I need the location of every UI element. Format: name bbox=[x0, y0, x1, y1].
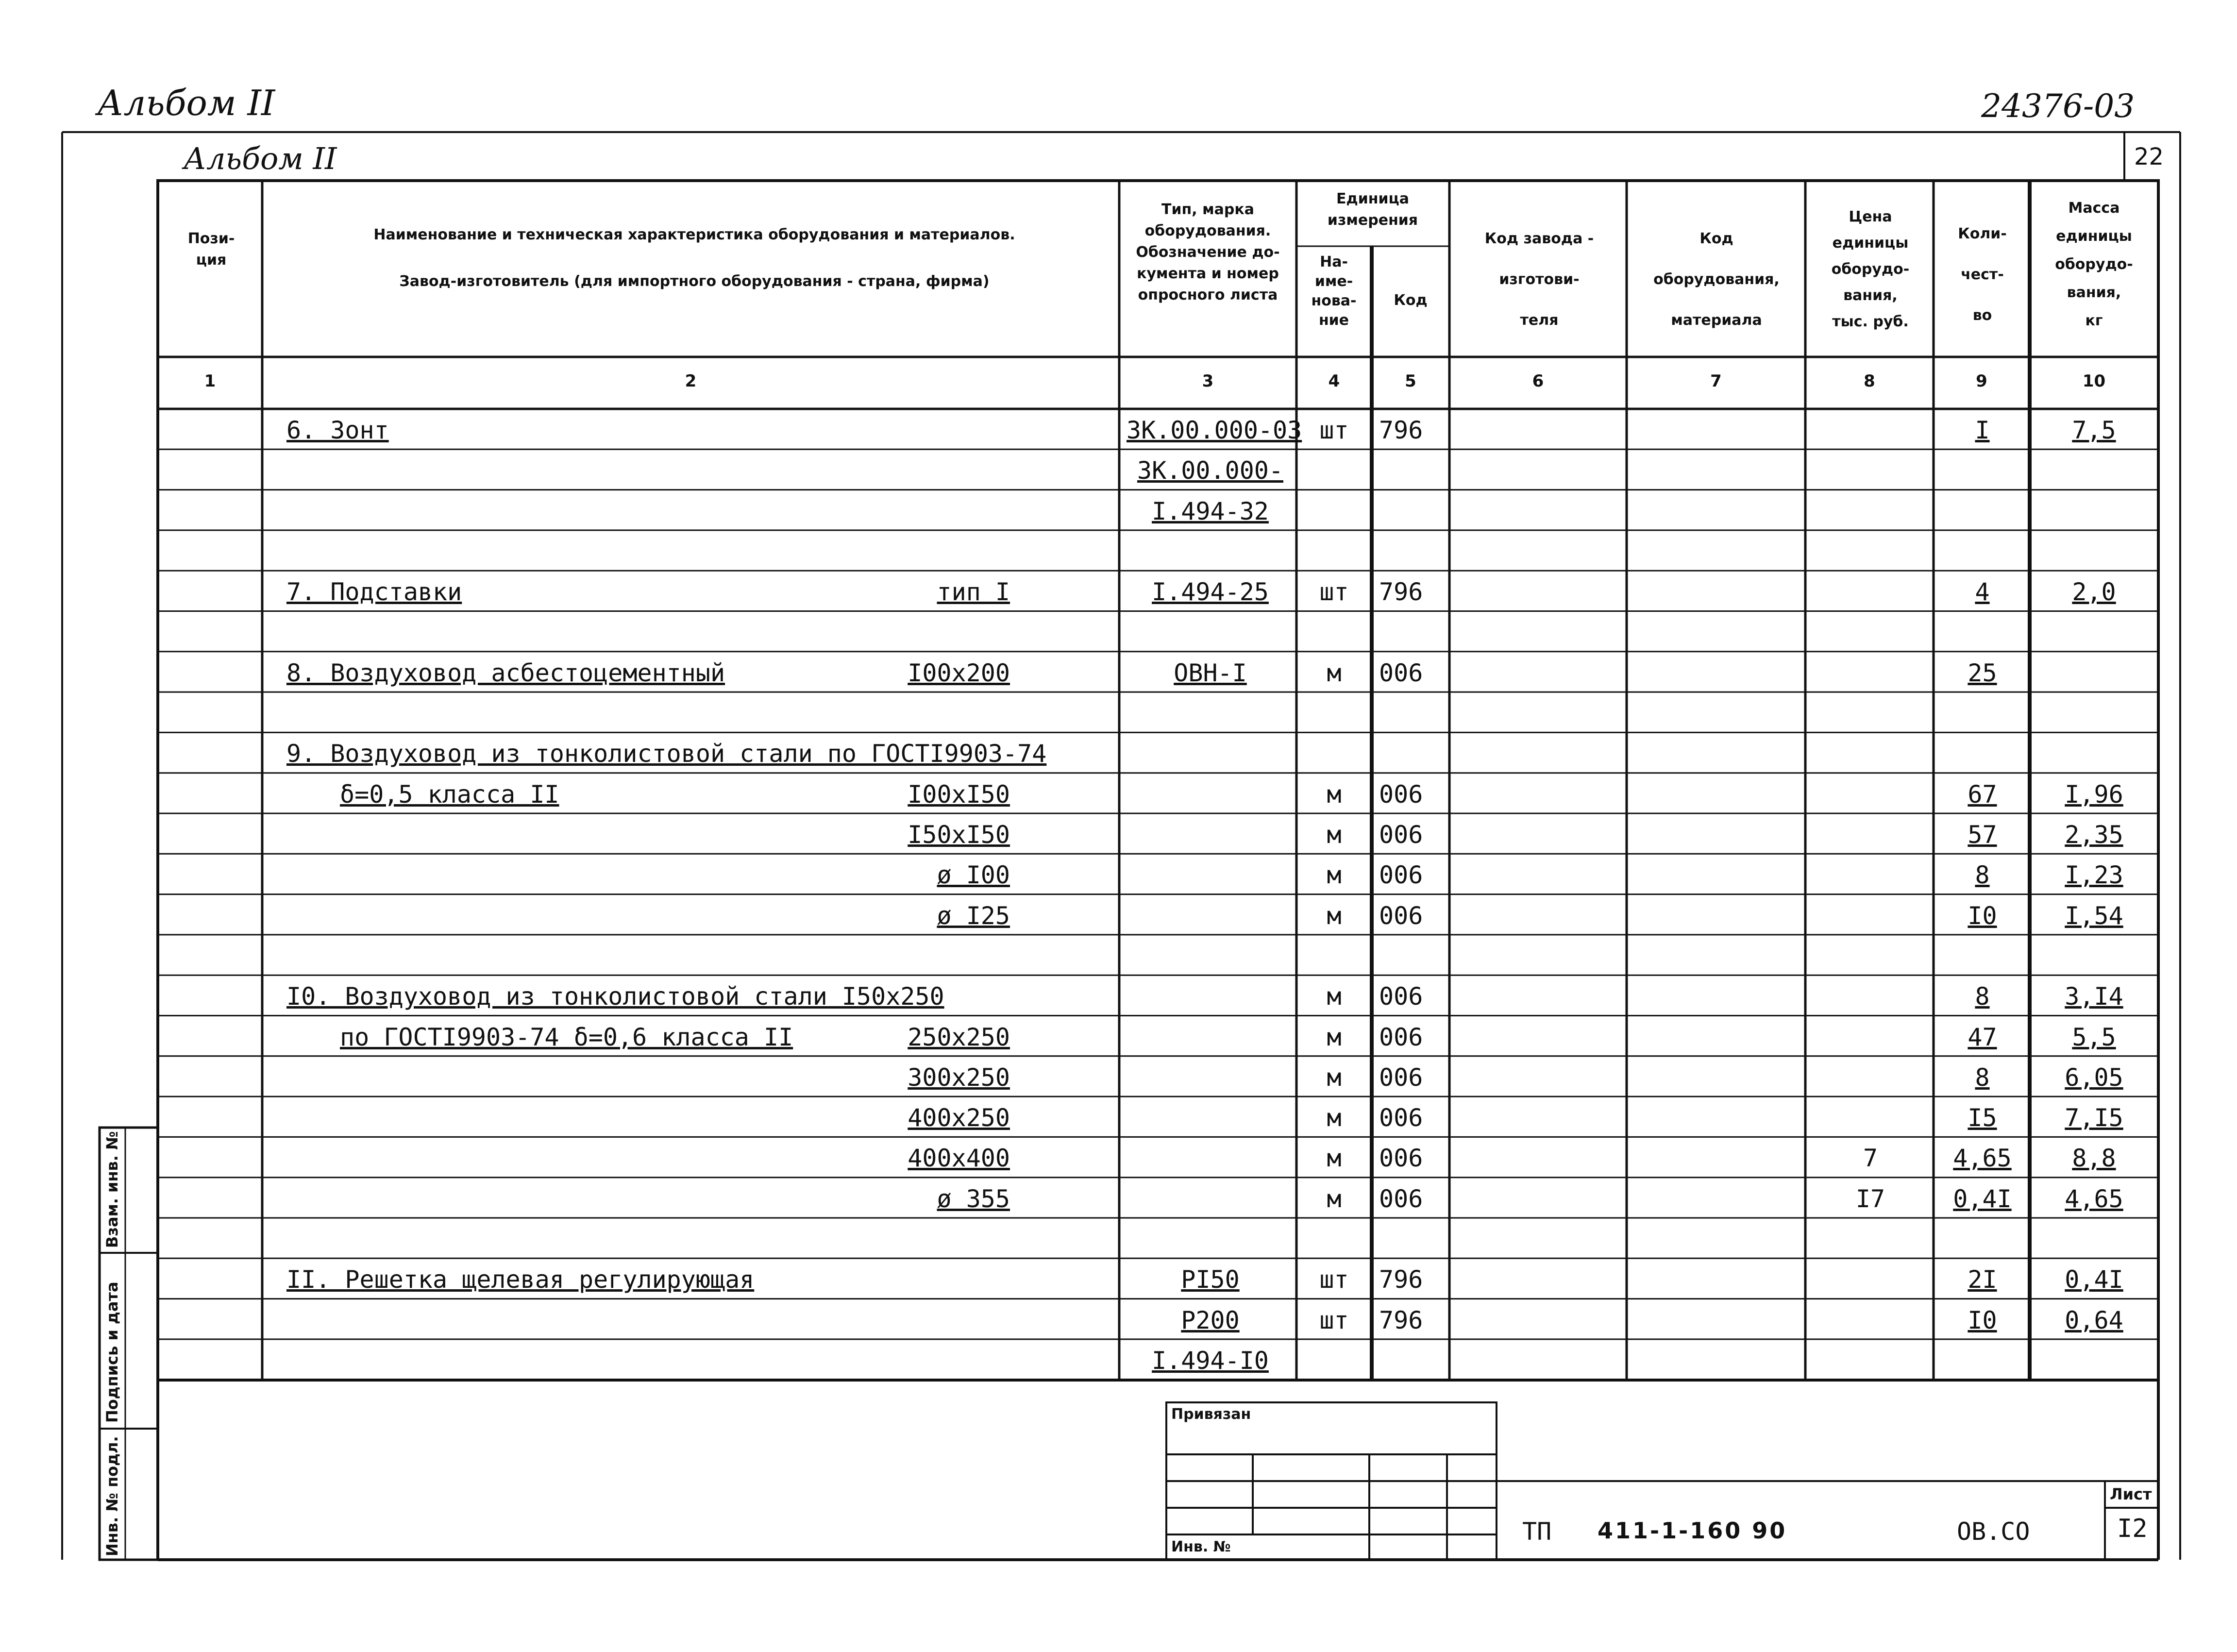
item-unit-code: 006 bbox=[1379, 1063, 1423, 1092]
item-quantity: 67 bbox=[1968, 780, 1997, 809]
item-quantity: 2I bbox=[1968, 1265, 1997, 1294]
stamp-original-inv: Инв. № подл. bbox=[103, 1436, 121, 1556]
item-type: 3К.00.000- bbox=[1137, 456, 1284, 485]
item-mass: 0,64 bbox=[2065, 1306, 2123, 1334]
item-size: I00x200 bbox=[908, 658, 1010, 687]
item-unit-code: 006 bbox=[1379, 1144, 1423, 1173]
item-name: 8. Воздуховод асбестоцементный bbox=[286, 658, 725, 687]
item-unit: шт bbox=[1319, 1265, 1349, 1294]
item-quantity: I0 bbox=[1968, 901, 1997, 930]
column-number: 10 bbox=[2082, 371, 2106, 391]
stamp-replaced-inv: Взам. инв. № bbox=[103, 1131, 121, 1248]
item-unit: м bbox=[1327, 1184, 1342, 1213]
item-size: тип I bbox=[937, 578, 1010, 607]
item-size: 400x400 bbox=[908, 1144, 1010, 1173]
item-unit: шт bbox=[1319, 416, 1349, 444]
item-mass: 6,05 bbox=[2065, 1063, 2123, 1092]
column-number: 8 bbox=[1864, 371, 1875, 391]
header-price: Цена единицы оборудо- вания, тыс. руб. bbox=[1831, 208, 1910, 330]
item-mass: 2,0 bbox=[2072, 578, 2116, 607]
item-size: I50xI50 bbox=[908, 821, 1010, 849]
item-mass: 8,8 bbox=[2072, 1144, 2116, 1173]
header-type: Тип, марка оборудования. Обозначение до- кумента и номер опросного листа bbox=[1136, 201, 1280, 303]
album-label-inner: Альбом II bbox=[184, 141, 337, 176]
item-size: 300x250 bbox=[908, 1063, 1010, 1092]
item-size: 250x250 bbox=[908, 1023, 1010, 1051]
item-name: II. Решетка щелевая регулирующая bbox=[286, 1265, 755, 1294]
item-quantity: 4 bbox=[1975, 578, 1990, 607]
item-unit-code: 006 bbox=[1379, 1023, 1423, 1051]
column-number: 6 bbox=[1532, 371, 1544, 391]
item-quantity: 4,65 bbox=[1953, 1144, 2012, 1173]
item-unit: м bbox=[1327, 658, 1342, 687]
sheet-number: I2 bbox=[2117, 1514, 2148, 1543]
item-unit-code: 006 bbox=[1379, 1104, 1423, 1132]
album-label-top: Альбом II bbox=[97, 83, 275, 123]
item-type: I.494-25 bbox=[1152, 578, 1269, 607]
column-number: 3 bbox=[1202, 371, 1214, 391]
header-quantity: Коли- чест- во bbox=[1958, 225, 2007, 324]
item-name: 6. Зонт bbox=[286, 416, 389, 444]
item-size: ø I00 bbox=[937, 861, 1010, 890]
item-subname: δ=0,5 класса II bbox=[340, 780, 559, 809]
item-type: 3К.00.000-03 bbox=[1127, 416, 1302, 444]
item-mass: I,54 bbox=[2065, 901, 2123, 930]
item-name: 9. Воздуховод из тонколистовой стали по ГОСТI9903-74 bbox=[286, 740, 1047, 768]
item-type: P200 bbox=[1181, 1306, 1240, 1334]
item-unit: м bbox=[1327, 1104, 1342, 1132]
item-mass: 2,35 bbox=[2065, 821, 2123, 849]
item-mass: I,23 bbox=[2065, 861, 2123, 890]
item-mass: 7,5 bbox=[2072, 416, 2116, 444]
item-quantity: I bbox=[1975, 416, 1990, 444]
item-unit: м bbox=[1327, 1023, 1342, 1051]
item-quantity: 8 bbox=[1975, 861, 1990, 890]
header-name-line1: Наименование и техническая характеристика оборудования и материалов. bbox=[373, 226, 1015, 243]
item-unit-code: 006 bbox=[1379, 982, 1423, 1011]
item-type: I.494-I0 bbox=[1152, 1346, 1269, 1375]
item-price: I7 bbox=[1855, 1184, 1885, 1213]
item-unit: м bbox=[1327, 780, 1342, 809]
drawing-mark: ОВ.СО bbox=[1957, 1517, 2030, 1546]
column-number: 4 bbox=[1328, 371, 1340, 391]
header-unit-group: Единица измерения bbox=[1327, 190, 1418, 229]
column-number: 1 bbox=[204, 371, 216, 391]
item-mass: 0,4I bbox=[2065, 1265, 2123, 1294]
item-unit: м bbox=[1327, 821, 1342, 849]
item-quantity: 0,4I bbox=[1953, 1184, 2012, 1213]
item-unit-code: 006 bbox=[1379, 658, 1423, 687]
linked-label: Привязан bbox=[1171, 1406, 1251, 1423]
item-type: I.494-32 bbox=[1152, 497, 1269, 525]
item-quantity: I5 bbox=[1968, 1104, 1997, 1132]
item-quantity: 47 bbox=[1968, 1023, 1997, 1051]
page-number: 22 bbox=[2134, 143, 2164, 170]
item-unit-code: 796 bbox=[1379, 1306, 1423, 1334]
item-mass: 5,5 bbox=[2072, 1023, 2116, 1051]
item-unit: м bbox=[1327, 1063, 1342, 1092]
stamp-signature-date: Подпись и дата bbox=[103, 1281, 121, 1423]
item-unit: м bbox=[1327, 1144, 1342, 1173]
item-unit-code: 006 bbox=[1379, 861, 1423, 890]
header-unit-code: Код bbox=[1394, 292, 1428, 309]
header-mass: Масса единицы оборудо- вания, кг bbox=[2055, 200, 2133, 329]
item-unit: м bbox=[1327, 901, 1342, 930]
item-mass: 4,65 bbox=[2065, 1184, 2123, 1213]
item-mass: I,96 bbox=[2065, 780, 2123, 809]
item-unit: шт bbox=[1319, 1306, 1349, 1334]
item-size: 400x250 bbox=[908, 1104, 1010, 1132]
item-unit-code: 796 bbox=[1379, 1265, 1423, 1294]
inventory-label: Инв. № bbox=[1171, 1538, 1231, 1555]
column-number: 7 bbox=[1710, 371, 1722, 391]
item-name: I0. Воздуховод из тонколистовой стали I50x250 bbox=[286, 982, 944, 1011]
item-quantity: I0 bbox=[1968, 1306, 1997, 1334]
project-number: 411-1-160 90 bbox=[1598, 1517, 1787, 1544]
sheet-label: Лист bbox=[2110, 1485, 2152, 1503]
item-unit-code: 796 bbox=[1379, 578, 1423, 607]
item-name: 7. Подставки bbox=[286, 578, 462, 607]
item-size: I00xI50 bbox=[908, 780, 1010, 809]
item-unit: шт bbox=[1319, 578, 1349, 607]
header-unit-name: На- име- нова- ние bbox=[1311, 253, 1357, 329]
item-quantity: 25 bbox=[1968, 658, 1997, 687]
item-unit-code: 006 bbox=[1379, 821, 1423, 849]
item-quantity: 57 bbox=[1968, 821, 1997, 849]
header-position: Пози- ция bbox=[187, 230, 235, 269]
header-equipment-code: Код оборудования, материала bbox=[1653, 230, 1780, 329]
column-number: 2 bbox=[685, 371, 697, 391]
item-mass: 7,I5 bbox=[2065, 1104, 2123, 1132]
item-unit-code: 796 bbox=[1379, 416, 1423, 444]
item-type: ОВН-I bbox=[1174, 658, 1247, 687]
item-quantity: 8 bbox=[1975, 982, 1990, 1011]
item-type: PI50 bbox=[1181, 1265, 1240, 1294]
item-size: ø I25 bbox=[937, 901, 1010, 930]
item-unit: м bbox=[1327, 861, 1342, 890]
item-unit: м bbox=[1327, 982, 1342, 1011]
header-name-line2: Завод-изготовитель (для импортного оборудования - страна, фирма) bbox=[399, 273, 990, 290]
header-factory-code: Код завода - изготови- теля bbox=[1484, 230, 1594, 329]
document-code: 24376-03 bbox=[1981, 87, 2135, 125]
item-size: ø 355 bbox=[937, 1184, 1010, 1213]
column-number: 5 bbox=[1405, 371, 1416, 391]
item-unit-code: 006 bbox=[1379, 1184, 1423, 1213]
item-quantity: 8 bbox=[1975, 1063, 1990, 1092]
item-unit-code: 006 bbox=[1379, 780, 1423, 809]
project-label: ТП bbox=[1522, 1517, 1552, 1546]
item-price: 7 bbox=[1863, 1144, 1878, 1173]
column-number: 9 bbox=[1976, 371, 1987, 391]
item-mass: 3,I4 bbox=[2065, 982, 2123, 1011]
item-unit-code: 006 bbox=[1379, 901, 1423, 930]
item-subname: по ГОСТI9903-74 δ=0,6 класса II bbox=[340, 1023, 793, 1051]
